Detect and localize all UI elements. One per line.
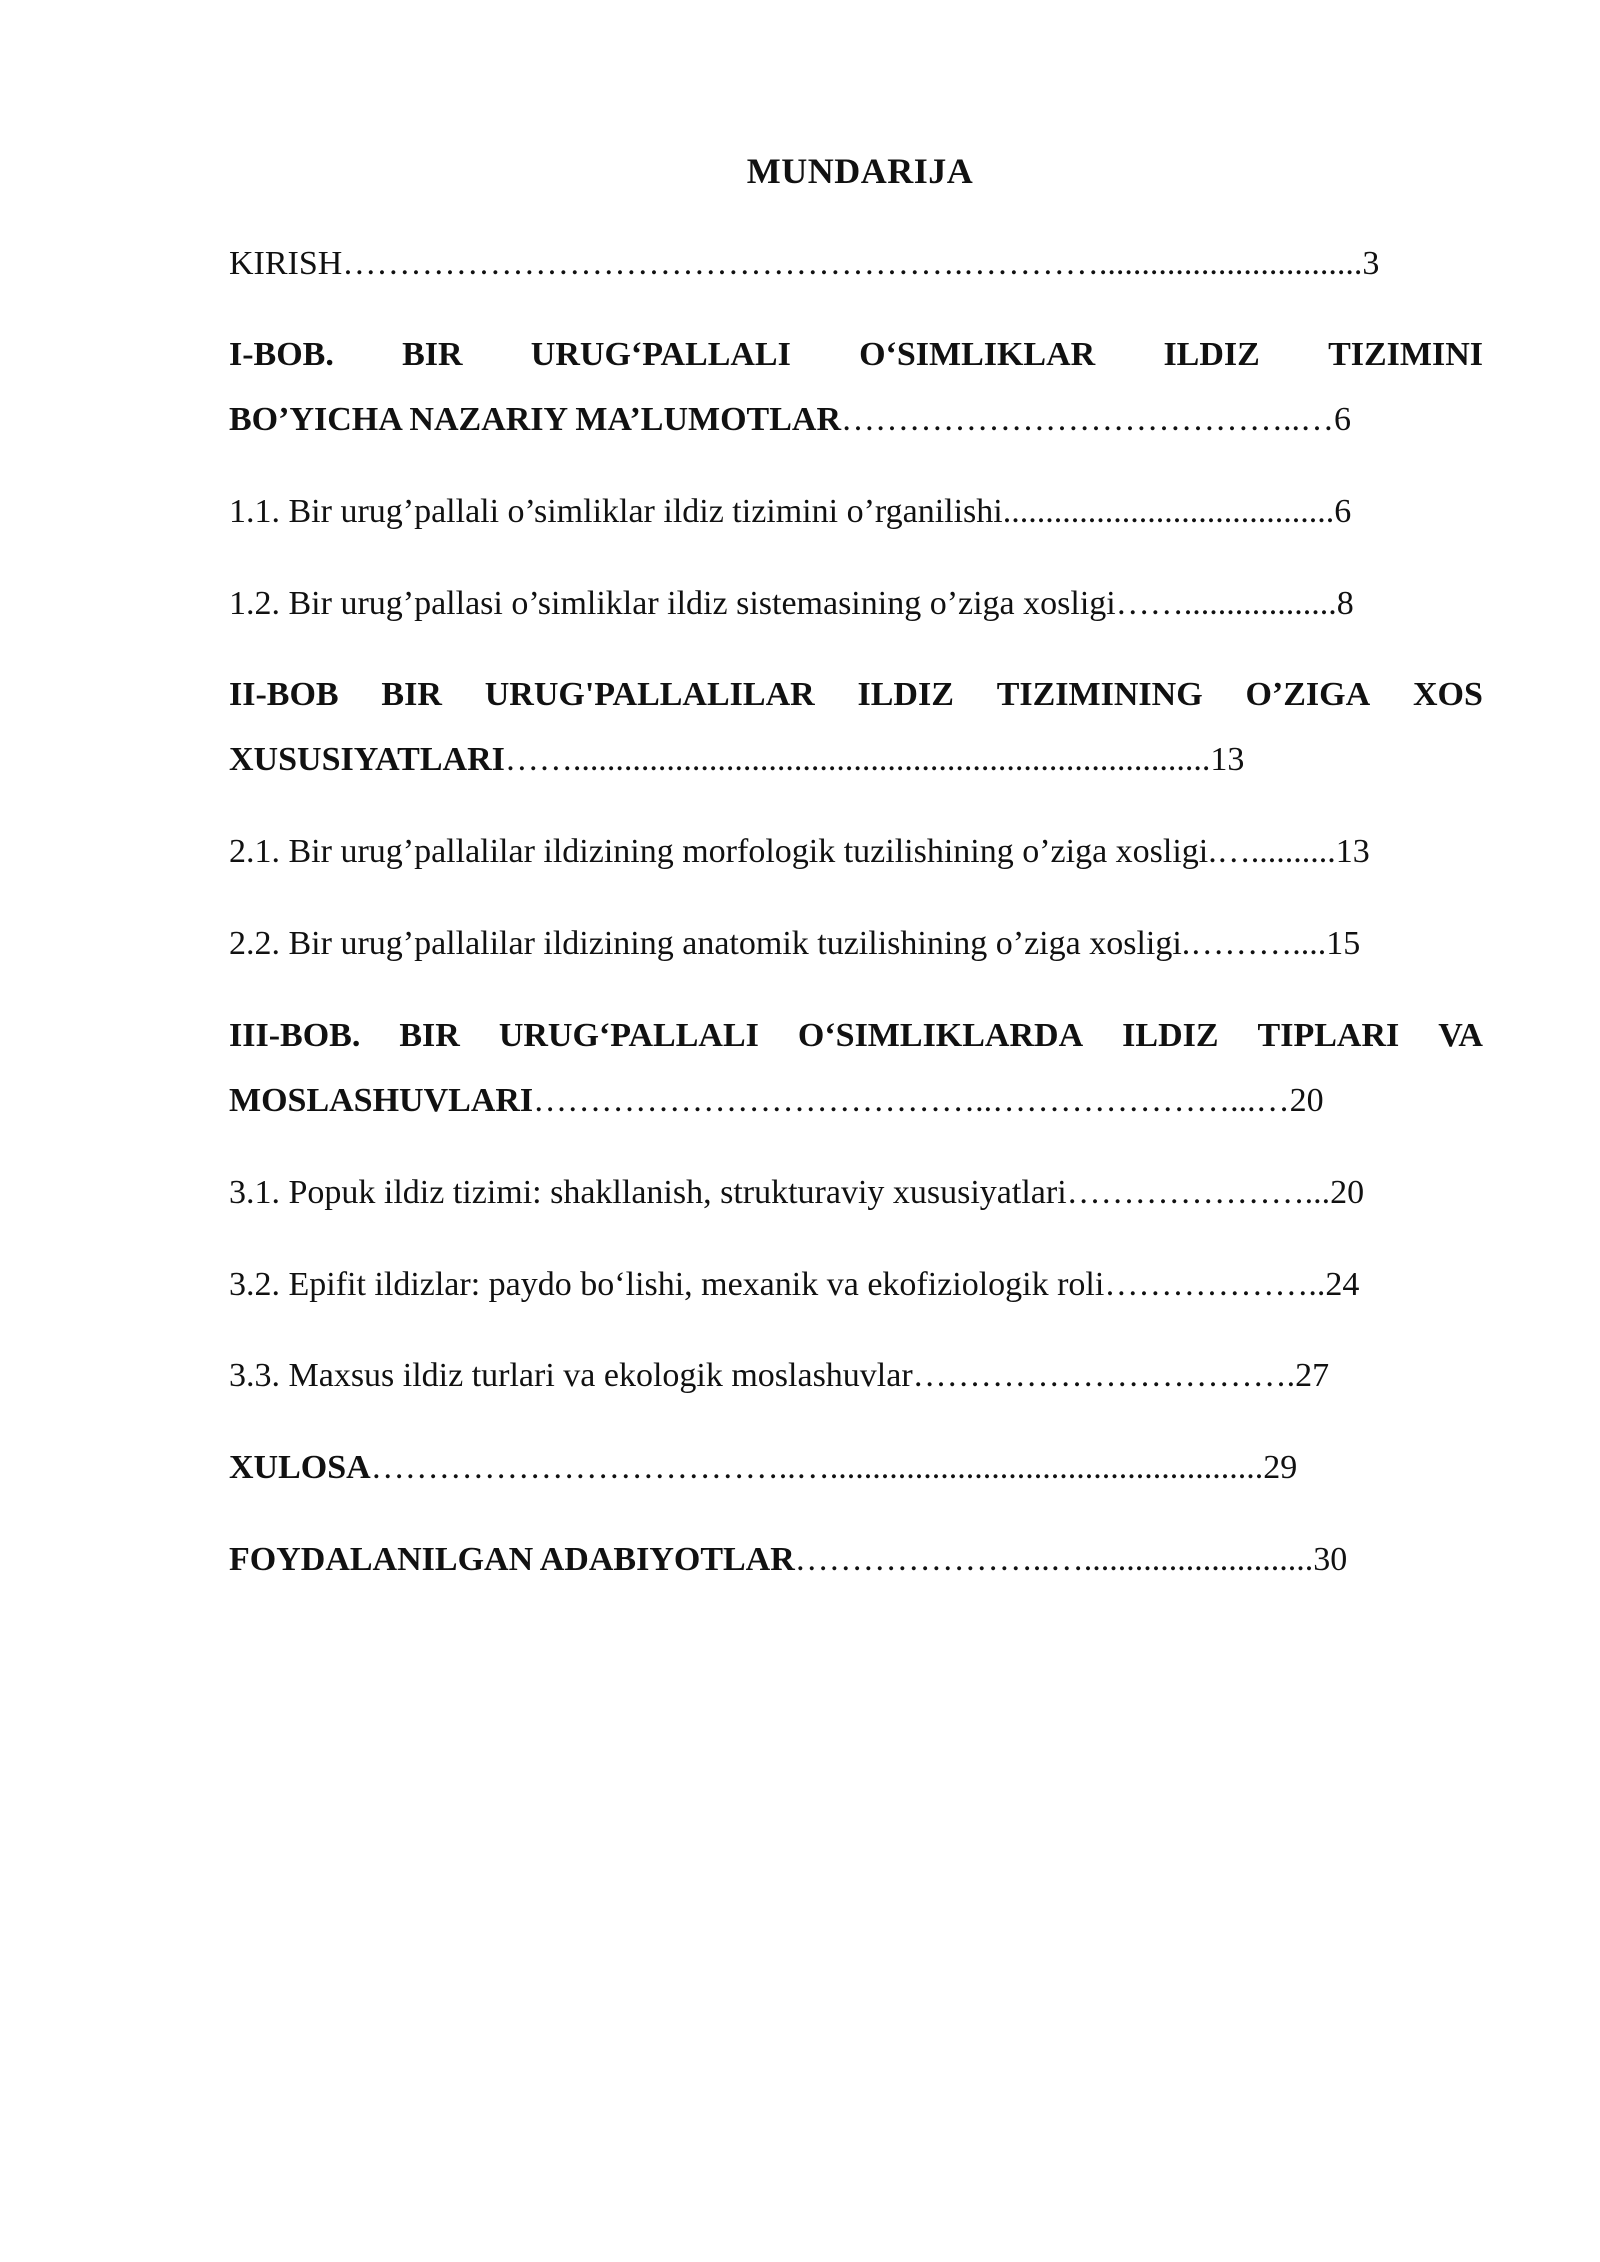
toc-label: MOSLASHUVLARI — [229, 1082, 534, 1119]
toc-page-number: 3 — [1362, 245, 1380, 282]
toc-leader: ……………….. — [1104, 1266, 1326, 1303]
heading-word: O‘SIMLIKLAR — [859, 336, 1096, 373]
toc-entry-1-1 — [229, 493, 1483, 531]
toc-leader: …….................. — [1115, 585, 1337, 622]
toc-label: 3.1. Popuk ildiz tizimi: shakllanish, strukturaviy xususiyatlari — [229, 1174, 1067, 1211]
heading-word: URUG‘PALLALI — [498, 1017, 759, 1054]
heading-word: VA — [1438, 1017, 1483, 1054]
toc-label: 3.3. Maxsus ildiz turlari va ekologik moslashuvlar — [229, 1357, 913, 1394]
toc-leader: …………………………………..… — [841, 401, 1334, 438]
toc-label: XUSUSIYATLARI — [229, 741, 505, 778]
toc-leader: .……….... — [1181, 925, 1327, 962]
toc-page-number: 6 — [1334, 401, 1351, 438]
toc-page-number: 27 — [1295, 1357, 1330, 1394]
toc-entry-adabiyotlar — [229, 1541, 1483, 1579]
toc-entry-1-2 — [229, 585, 1483, 623]
toc-label: 1.2. Bir urug’pallasi o’simliklar ildiz sistemasining o’ziga xosligi — [229, 585, 1116, 622]
heading-word: ILDIZ — [1122, 1017, 1219, 1054]
toc-label: 1.1. Bir urug’pallali o’simliklar ildiz tizimini o’rganilishi — [229, 493, 1003, 530]
toc-page-number: 24 — [1325, 1266, 1360, 1303]
toc-leader: …………………... — [1066, 1174, 1331, 1211]
heading-word: III-BOB. — [229, 1017, 361, 1054]
heading-word: URUG'PALLALILAR — [484, 676, 815, 713]
toc-chapter-2-heading-line-1 — [229, 676, 1483, 714]
toc-page-number: 13 — [1335, 833, 1370, 870]
heading-word: BIR — [381, 676, 442, 713]
heading-word: TIZIMINI — [1328, 336, 1483, 373]
toc-chapter-3-heading-line-1 — [229, 1017, 1483, 1055]
heading-word: II-BOB — [229, 676, 339, 713]
toc-page-number: 13 — [1210, 741, 1245, 778]
toc-leader: .….......... — [1208, 833, 1336, 870]
toc-leader: ……………………………………………….…………............................... — [342, 245, 1363, 282]
toc-label: FOYDALANILGAN ADABIYOTLAR — [229, 1541, 795, 1578]
heading-word: TIPLARI — [1257, 1017, 1400, 1054]
heading-word: ILDIZ — [857, 676, 954, 713]
toc-page-number: 15 — [1326, 925, 1361, 962]
toc-entry-2-1 — [229, 833, 1483, 871]
toc-label: 2.1. Bir urug’pallalilar ildizining morfologik tuzilishining o’ziga xosligi — [229, 833, 1209, 870]
toc-entry-xulosa — [229, 1449, 1483, 1487]
toc-page-number: 29 — [1263, 1449, 1298, 1486]
toc-label: XULOSA — [229, 1449, 371, 1486]
toc-chapter-2-heading-line-2 — [229, 741, 1483, 779]
toc-page-number: 20 — [1289, 1082, 1324, 1119]
toc-label: KIRISH — [229, 245, 343, 282]
toc-entry-3-1 — [229, 1174, 1483, 1212]
toc-page-number: 20 — [1330, 1174, 1365, 1211]
toc-label: 3.2. Epifit ildizlar: paydo bo‘lishi, mexanik va ekofiziologik roli — [229, 1266, 1105, 1303]
toc-leader: ……........................................................................... — [504, 741, 1211, 778]
toc-entry-3-2 — [229, 1266, 1483, 1304]
toc-leader: …………………..…........................... — [794, 1541, 1314, 1578]
toc-page-number: 6 — [1334, 493, 1352, 530]
heading-word: I-BOB. — [229, 336, 334, 373]
toc-leader: ....................................... — [1002, 493, 1335, 530]
toc-entry-2-2 — [229, 925, 1483, 963]
toc-page-number: 8 — [1336, 585, 1354, 622]
toc-chapter-1-heading-line-1 — [229, 336, 1483, 374]
heading-word: O‘SIMLIKLARDA — [797, 1017, 1084, 1054]
heading-word: BIR — [402, 336, 463, 373]
toc-entry-3-3 — [229, 1357, 1483, 1395]
heading-word: ILDIZ — [1163, 336, 1260, 373]
toc-label: 2.2. Bir urug’pallalilar ildizining anatomik tuzilishining o’ziga xosligi — [229, 925, 1182, 962]
heading-word: TIZIMINING — [996, 676, 1203, 713]
toc-leader: …………………………………..…………………...… — [533, 1082, 1290, 1119]
toc-leader: ……………………………. — [912, 1357, 1296, 1394]
heading-word: XOS — [1413, 676, 1483, 713]
page-title: MUNDARIJA — [746, 151, 974, 191]
heading-word: URUG‘PALLALI — [530, 336, 791, 373]
toc-page-number: 30 — [1313, 1541, 1348, 1578]
toc-chapter-3-heading-line-2 — [229, 1082, 1483, 1120]
heading-word: O’ZIGA — [1245, 676, 1371, 713]
toc-label: BO’YICHA NAZARIY MA’LUMOTLAR — [229, 401, 841, 438]
toc-leader: ………………………………..…................................................... — [370, 1449, 1264, 1486]
heading-word: BIR — [399, 1017, 460, 1054]
toc-entry-kirish — [229, 245, 1483, 283]
toc-chapter-1-heading-line-2 — [229, 401, 1483, 439]
